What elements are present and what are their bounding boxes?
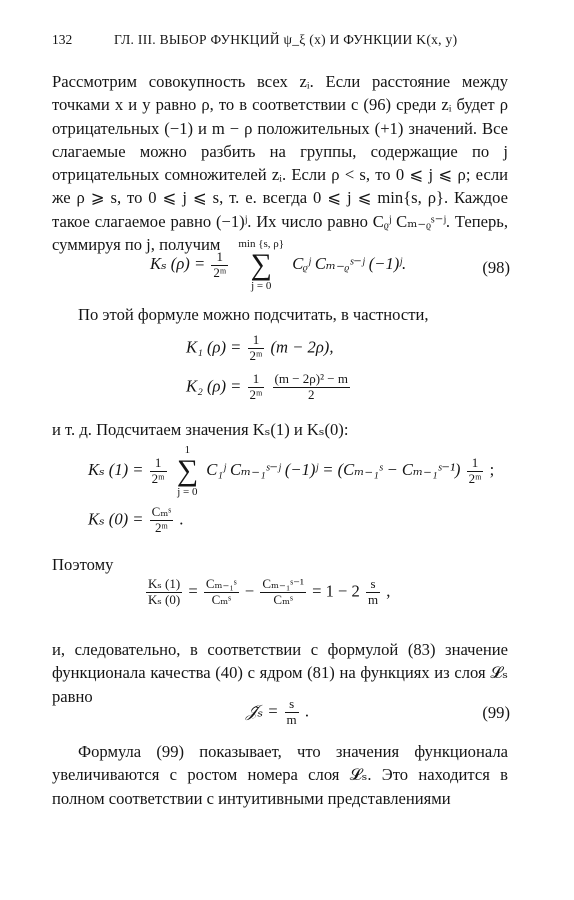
- k2-frac2-num: (m − 2ρ)² − m: [274, 371, 348, 386]
- eq98-frac-num: 1: [211, 250, 228, 266]
- paragraph-3: и т. д. Подсчитаем значения Kₛ(1) и Kₛ(0):: [52, 420, 349, 439]
- ratio-c-den: m: [367, 591, 379, 607]
- ks1-mid: C₁ʲ Cₘ₋₁ˢ⁻ʲ (−1)ʲ = (Cₘ₋₁ˢ − Cₘ₋₁ˢ⁻¹): [206, 459, 461, 479]
- ks0-lhs: Kₛ (0) =: [88, 509, 144, 529]
- ratio-comma: ,: [386, 581, 391, 601]
- k1-frac-num: 1: [248, 333, 265, 349]
- eq99-frac-den: m: [286, 711, 297, 727]
- eq98-sum: [238, 238, 284, 292]
- ks0-fraction: [150, 505, 173, 536]
- ks1-lhs: Kₛ (1) =: [88, 459, 144, 479]
- ks1-frac2-den: 2ᵐ: [468, 470, 482, 486]
- k2-frac1-num: 1: [248, 372, 265, 388]
- eq98-rhs: Cᵨʲ Cₘ₋ᵨˢ⁻ʲ (−1)ʲ.: [292, 253, 407, 273]
- ratio-fraction-main: [146, 577, 182, 608]
- eq98-sum-bottom: j = 0: [251, 280, 272, 293]
- page-number: 132: [52, 32, 73, 47]
- equation-k2: [186, 372, 352, 403]
- eq99-end: .: [304, 701, 309, 721]
- equation-ratio: [144, 577, 390, 608]
- k2-frac1-den: 2ᵐ: [249, 386, 263, 402]
- ks1-sum-bottom: j = 0: [177, 486, 198, 499]
- eq98-sum-top: min {s, ρ}: [238, 238, 285, 250]
- sigma-icon: ∑: [176, 454, 199, 488]
- paragraph-5: и, следовательно, в соответствии с формулой (83) значение функционала качества (40) с ядром (81) на функциях из слоя 𝓛ₛ равно: [52, 640, 508, 706]
- ks1-fraction-2: [467, 456, 484, 487]
- running-title: ГЛ. III. ВЫБОР ФУНКЦИЙ ψ_ξ (x) И ФУНКЦИИ K(x, y): [114, 32, 458, 47]
- k1-lhs: K₁ (ρ) =: [186, 337, 242, 357]
- ks0-frac-den: 2ᵐ: [154, 519, 168, 535]
- ratio-c-num: s: [366, 577, 380, 593]
- k1-frac-den: 2ᵐ: [249, 347, 263, 363]
- ks1-sum: [177, 444, 198, 498]
- ks1-frac1-num: 1: [150, 456, 167, 472]
- ks1-frac2-num: 1: [467, 456, 484, 472]
- ratio-b-den: Cₘˢ: [273, 591, 293, 607]
- ratio-a-num: Cₘ₋₁ˢ: [205, 576, 237, 591]
- paragraph-4: Поэтому: [52, 555, 114, 574]
- equation-k1: [186, 333, 333, 364]
- equation-number-99: (99): [482, 703, 510, 722]
- ratio-fraction-b: [260, 577, 306, 608]
- equation-ks1: [88, 444, 494, 498]
- eq99-frac-num: s: [285, 697, 299, 713]
- k1-fraction: [248, 333, 265, 364]
- ks1-end: ;: [489, 459, 495, 479]
- ratio-fraction-c: [366, 577, 380, 608]
- paragraph-6: Формула (99) показывает, что значения функционала увеличиваются с ростом номера слоя 𝓛ₛ. Это находится в полном соответствии с интуитивными представлениями: [52, 742, 508, 808]
- ratio-den: Kₛ (0): [148, 591, 181, 607]
- minus-sign: −: [244, 581, 255, 601]
- ks0-end: .: [179, 509, 184, 529]
- equation-98: [150, 238, 406, 292]
- k2-frac2-den: 2: [308, 386, 315, 402]
- ratio-num: Kₛ (1): [148, 576, 181, 591]
- k2-lhs: K₂ (ρ) =: [186, 376, 242, 396]
- ratio-a-den: Cₘˢ: [211, 591, 231, 607]
- eq98-lhs: Kₛ (ρ) =: [150, 253, 206, 273]
- eq98-frac-den: 2ᵐ: [213, 264, 227, 280]
- ks1-fraction-1: [150, 456, 167, 487]
- eq98-fraction: [211, 250, 228, 281]
- ks1-sum-top: 1: [184, 444, 191, 456]
- ratio-rest: = 1 − 2: [312, 581, 360, 601]
- k2-fraction-2: [273, 372, 350, 403]
- eq99-lhs: 𝒥̃ₛ =: [246, 701, 279, 721]
- ratio-fraction-a: [204, 577, 239, 608]
- paragraph-1: Рассмотрим совокупность всех zᵢ. Если расстояние между точками x и y равно ρ, то в соответствии с (96) среди zᵢ будет ρ отрицательных (−1) и m − ρ положительных (+1) значений. Все слагаемые можно разбить на группы, содержащие по j отрицательных сомножителей zᵢ. Если ρ < s, то 0 ⩽ j ⩽ ρ; если же ρ ⩾ s, то 0 ⩽ j ⩽ s, т. е. всегда 0 ⩽ j ⩽ min{s, ρ}. Каждое такое слагаемое равно (−1)ʲ. Их число равно Cᵨʲ Cₘ₋ᵨˢ⁻ʲ. Теперь, суммируя по j, получим: [52, 72, 508, 255]
- ks0-frac-num: Cₘˢ: [151, 504, 172, 519]
- paragraph-2: По этой формуле можно подсчитать, в частности,: [78, 305, 429, 324]
- equation-99: [246, 697, 309, 728]
- sigma-icon: ∑: [250, 248, 272, 282]
- ratio-b-num: Cₘ₋₁ˢ⁻¹: [262, 576, 304, 591]
- eq99-fraction: [285, 697, 299, 728]
- k2-fraction-1: [248, 372, 265, 403]
- equation-ks0: [88, 505, 183, 536]
- ks1-frac1-den: 2ᵐ: [151, 470, 165, 486]
- equation-number-98: (98): [482, 258, 510, 277]
- equals-sign: =: [188, 581, 198, 601]
- page-header: [52, 32, 522, 54]
- k1-rhs: (m − 2ρ),: [270, 337, 334, 357]
